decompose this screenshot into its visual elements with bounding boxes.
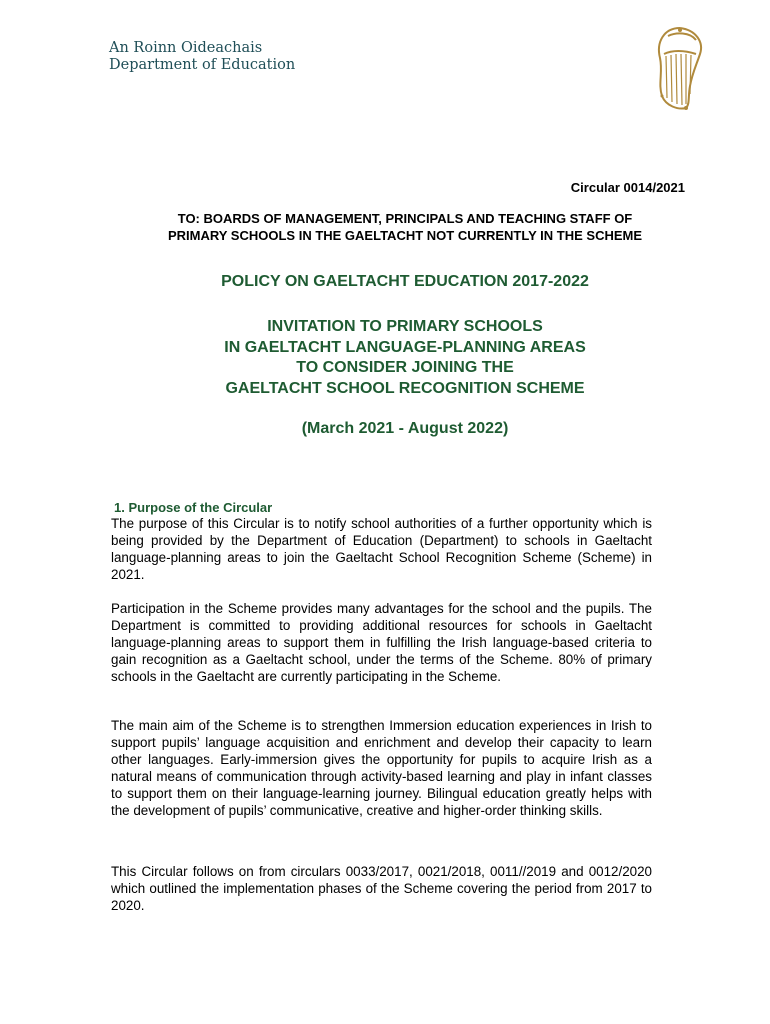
section-heading-purpose: 1. Purpose of the Circular — [114, 500, 273, 515]
addressee-line-2: PRIMARY SCHOOLS IN THE GAELTACHT NOT CURRENTLY IN THE SCHEME — [167, 228, 643, 243]
circular-number: Circular 0014/2021 — [570, 180, 685, 195]
harp-emblem-icon — [650, 24, 710, 112]
invitation-line-4: GAELTACHT SCHOOL RECOGNITION SCHEME — [225, 379, 585, 397]
invitation-line-3: TO CONSIDER JOINING THE — [296, 359, 514, 376]
policy-title: POLICY ON GAELTACHT EDUCATION 2017-2022 — [221, 273, 589, 290]
paragraph-participation: Participation in the Scheme provides many advantages for the school and the pupils. The Department is committed to providing additional resources for schools in Gaeltacht language-planning areas to support them in fulfilling the Irish language-based criteria to gain recognition as a Gaeltacht school, under the terms of the Scheme. 80% of primary schools in the Gaeltacht are currently participating in the Scheme. — [111, 601, 652, 684]
paragraph-purpose: The purpose of this Circular is to notify school authorities of a further opportunity which is being provided by the Department of Education (Department) to schools in Gaeltacht language-planning areas to join the Gaeltacht School Recognition Scheme (Scheme) in 2021. — [111, 516, 652, 582]
addressee — [105, 210, 705, 244]
addressee-line-1: TO: BOARDS OF MANAGEMENT, PRINCIPALS AND TEACHING STAFF OF — [177, 211, 633, 226]
paragraph-main-aim: The main aim of the Scheme is to strengthen Immersion education experiences in Irish to support pupils’ language acquisition and enrichment and develop their capacity to learn other languages. Early-immersion gives the opportunity for pupils to acquire Irish as a natural means of communication through activity-based learning and play in infant classes to support them on their language-learning journey. Bilingual education greatly helps with the development of pupils’ communicative, creative and higher-order thinking skills. — [111, 718, 652, 818]
invitation-line-2: IN GAELTACHT LANGUAGE-PLANNING AREAS — [224, 338, 586, 356]
invitation-title — [105, 317, 705, 399]
org-name-english: Department of Education — [109, 57, 296, 73]
invitation-line-1: INVITATION TO PRIMARY SCHOOLS — [267, 318, 543, 335]
period-dates: (March 2021 - August 2022) — [301, 420, 509, 437]
paragraph-previous-circulars: This Circular follows on from circulars 0033/2017, 0021/2018, 0011//2019 and 0012/2020 which outlined the implementation phases of the Scheme covering the period from 2017 to 2020. — [111, 864, 652, 913]
org-name-irish: An Roinn Oideachais — [109, 40, 263, 56]
department-logo-text — [109, 40, 295, 74]
